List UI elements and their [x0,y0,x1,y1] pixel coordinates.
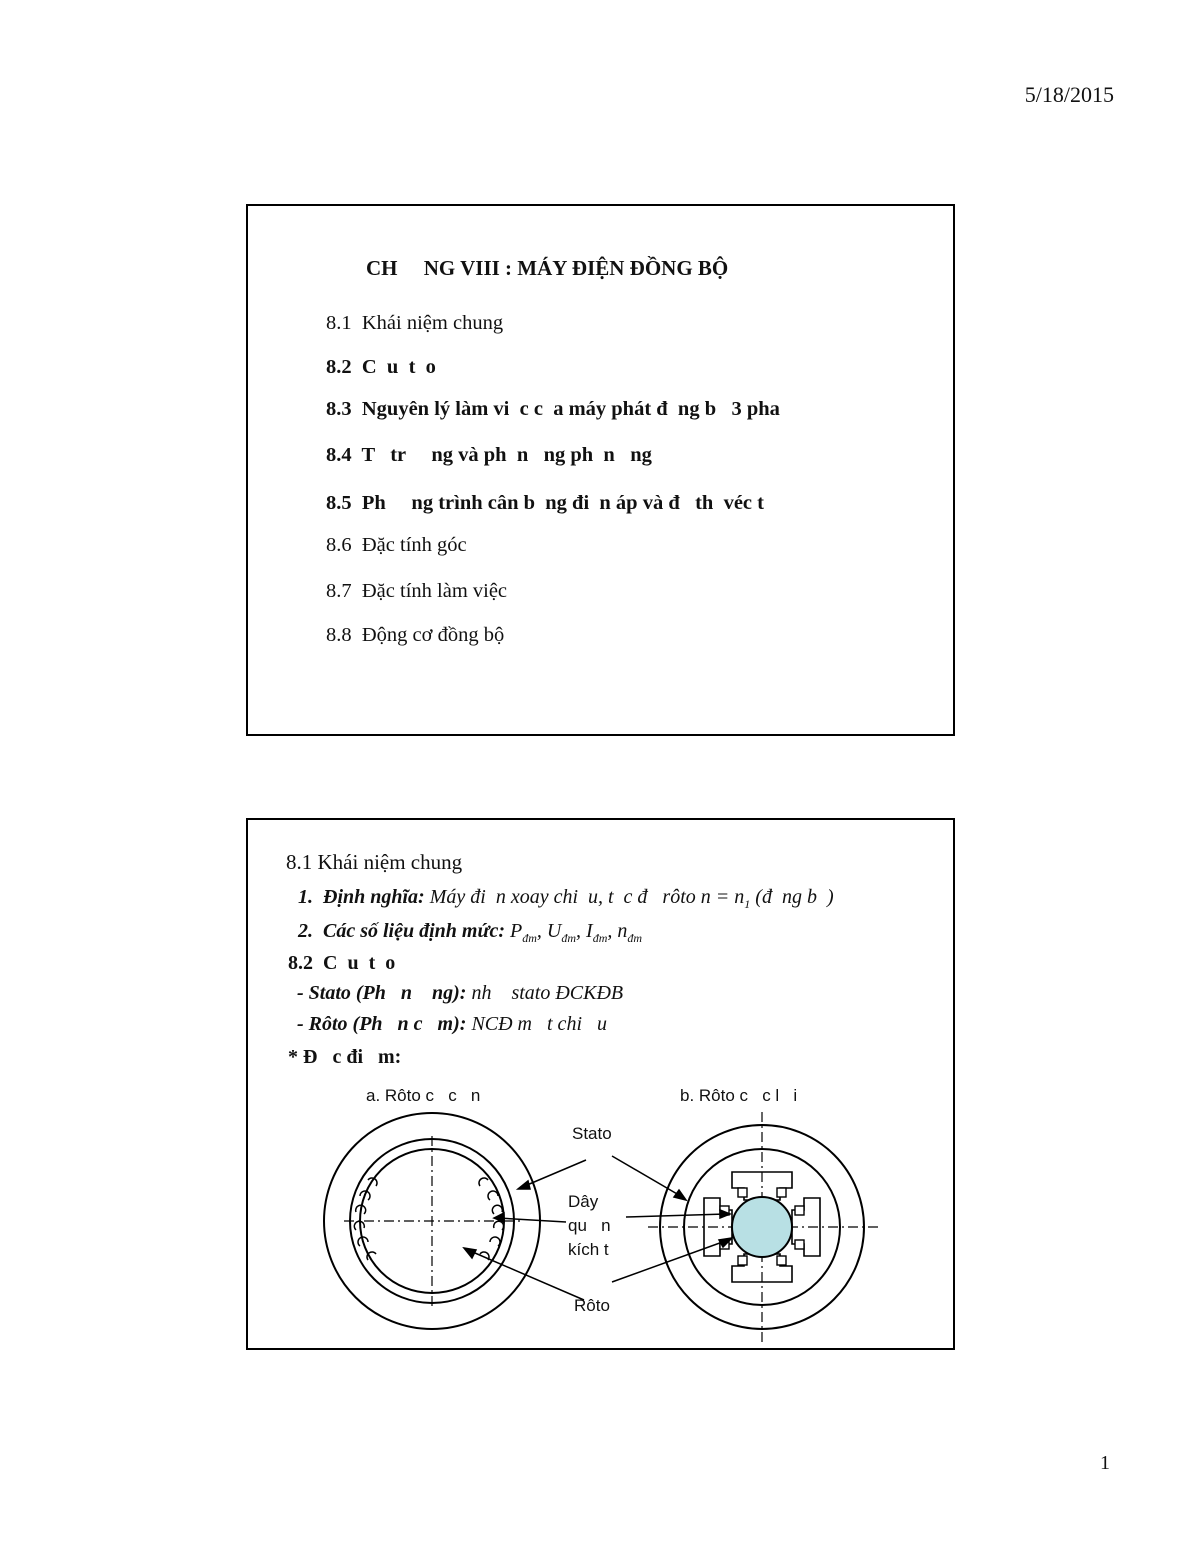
toc-item: 8.4 T tr ng và ph n ng ph n ng [326,444,652,466]
label-rotor: Rôto [574,1296,610,1315]
toc-item: 8.1 Khái niệm chung [326,312,504,334]
features-heading: * Đ c đi m: [288,1046,402,1068]
toc-item: 8.7 Đặc tính làm việc [326,580,508,602]
toc-item: 8.3 Nguyên lý làm vi c c a máy phát đ ng b 3 pha [326,398,780,420]
rated-values-line: 2. Các số liệu định mức: $P_{đm}$, $U_{đm}$, $I_{đm}$, $n_{đm}$ [298,920,643,945]
figure-a-drawing [324,1113,540,1329]
section-heading: 8.2 C u t o [288,952,396,974]
label-wire-line2: qu n [568,1216,611,1235]
slide-concept-structure [246,818,955,1350]
label-stator: Stato [572,1124,612,1143]
rotor-slots-a [354,1178,503,1260]
figure-b-caption: b. Rôto c c l i [680,1086,798,1105]
header-date: 5/18/2015 [1024,82,1114,107]
rotor-line: - Rôto (Ph n c m): NCĐ m t chi u [292,1013,607,1035]
definition-line: 1. Định nghĩa: Máy đi n xoay chi u, t c đ rôto $n = n_1$ (đ ng b ) [298,886,834,911]
label-wire-line3: kích t [568,1240,609,1259]
label-wire-line1: Dây [568,1192,599,1211]
rotor-shaft [732,1197,792,1257]
machine-diagram [248,820,953,1348]
section-heading: 8.1 Khái niệm chung [286,850,463,874]
figure-a-caption: a. Rôto c c n [366,1086,481,1105]
figure-b-drawing [648,1112,878,1342]
chapter-title: CH NG VIII : MÁY ĐIỆN ĐỒNG BỘ [366,256,729,280]
toc-item: 8.2 C u t o [326,356,436,378]
stator-line: - Stato (Ph n ng): nh stato ĐCKĐB [292,982,624,1004]
toc-item: 8.6 Đặc tính góc [326,534,467,556]
toc-item: 8.5 Ph ng trình cân b ng đi n áp và đ th véc t [326,492,764,514]
toc-item: 8.8 Động cơ đồng bộ [326,624,505,646]
page-number: 1 [1100,1452,1110,1474]
slide-chapter-outline [246,204,955,736]
